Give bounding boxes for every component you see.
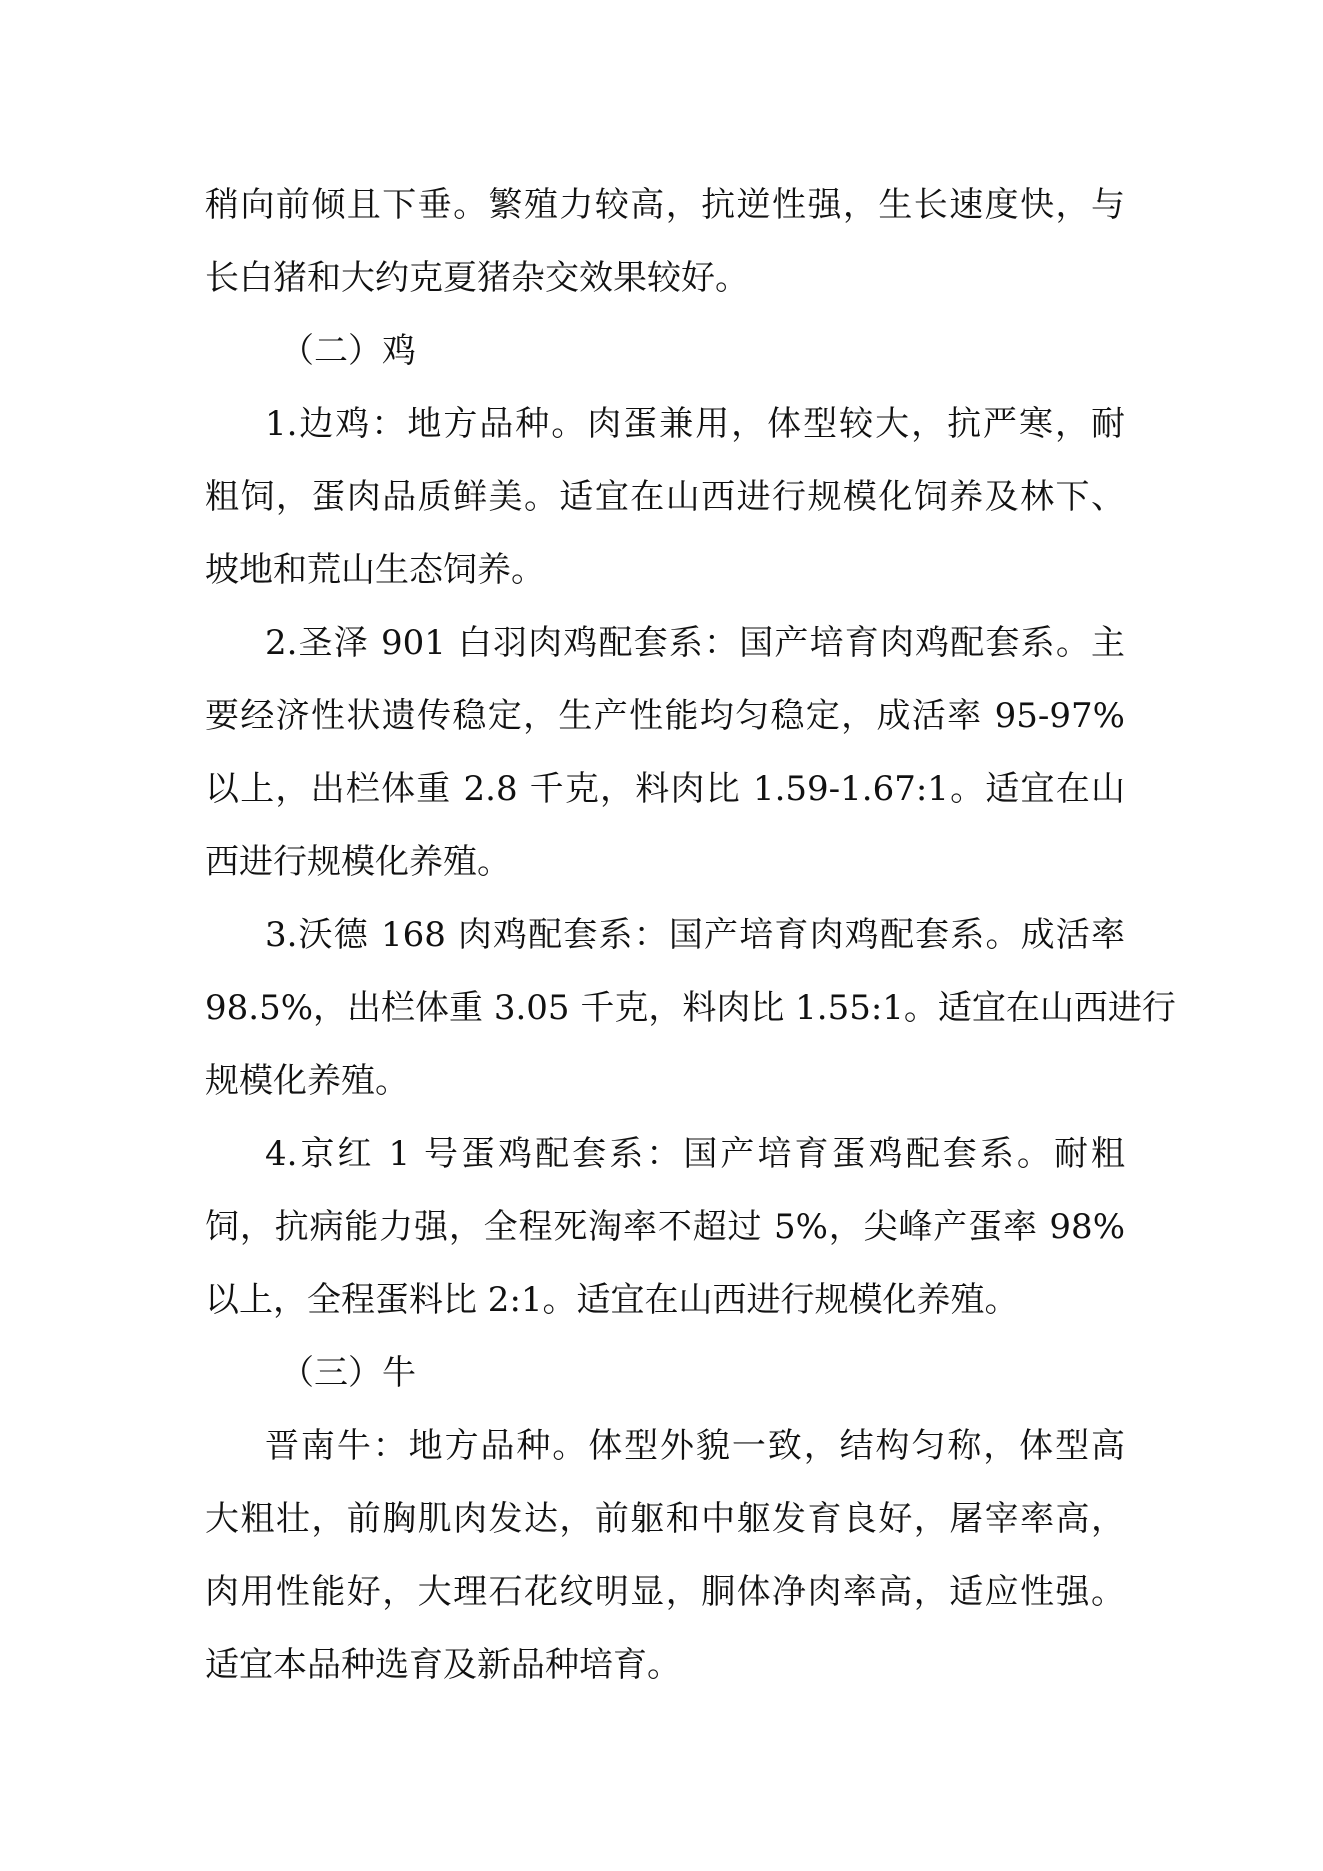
paragraph-line: 粗饲，蛋肉品质鲜美。适宜在山西进行规模化饲养及林下、 [205, 477, 1125, 517]
paragraph-line: 4.京红 1 号蛋鸡配套系：国产培育蛋鸡配套系。耐粗 [265, 1134, 1125, 1174]
paragraph-line: 大粗壮，前胸肌肉发达，前躯和中躯发育良好，屠宰率高， [205, 1499, 1125, 1539]
section-heading-chicken: （二）鸡 [280, 331, 416, 371]
paragraph-line: 规模化养殖。 [205, 1061, 409, 1101]
paragraph-line: 3.沃德 168 肉鸡配套系：国产培育肉鸡配套系。成活率 [265, 915, 1125, 955]
paragraph-line: 以上，全程蛋料比 2:1。适宜在山西进行规模化养殖。 [205, 1280, 1019, 1320]
paragraph-line: 肉用性能好，大理石花纹明显，胴体净肉率高，适应性强。 [205, 1572, 1125, 1612]
paragraph-line: 晋南牛：地方品种。体型外貌一致，结构匀称，体型高 [265, 1426, 1125, 1466]
paragraph-line: 1.边鸡：地方品种。肉蛋兼用，体型较大，抗严寒，耐 [265, 404, 1125, 444]
paragraph-line: 以上，出栏体重 2.8 千克，料肉比 1.59-1.67:1。适宜在山 [205, 769, 1125, 809]
paragraph-line: 稍向前倾且下垂。繁殖力较高，抗逆性强，生长速度快，与 [205, 185, 1125, 225]
paragraph-line: 饲，抗病能力强，全程死淘率不超过 5%，尖峰产蛋率 98% [205, 1207, 1125, 1247]
paragraph-line: 2.圣泽 901 白羽肉鸡配套系：国产培育肉鸡配套系。主 [265, 623, 1125, 663]
paragraph-line: 坡地和荒山生态饲养。 [205, 550, 545, 590]
paragraph-line: 98.5%，出栏体重 3.05 千克，料肉比 1.55:1。适宜在山西进行 [205, 988, 1176, 1028]
section-heading-cattle: （三）牛 [280, 1353, 416, 1393]
paragraph-line: 适宜本品种选育及新品种培育。 [205, 1645, 681, 1685]
paragraph-line: 西进行规模化养殖。 [205, 842, 511, 882]
paragraph-line: 要经济性状遗传稳定，生产性能均匀稳定，成活率 95-97% [205, 696, 1125, 736]
paragraph-line: 长白猪和大约克夏猪杂交效果较好。 [205, 258, 749, 298]
